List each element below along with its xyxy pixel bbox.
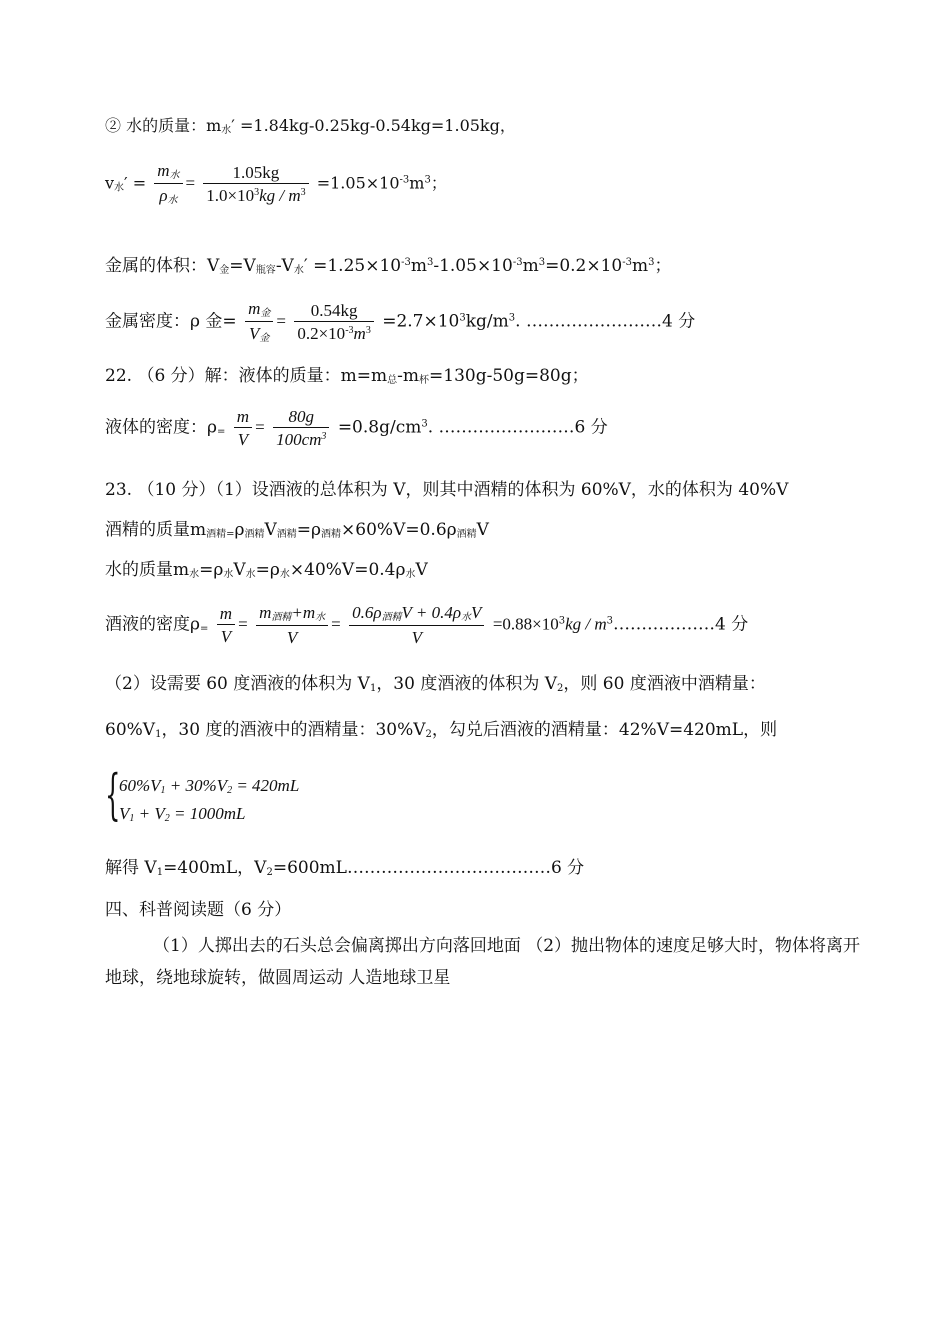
fraction-m-over-v: $\frac{m}{V}$ bbox=[234, 408, 252, 448]
fraction-m-over-v-metal: $\frac{m_金}{V_金}$ bbox=[245, 300, 273, 344]
q23-alcohol-mass-line: 酒精的质量$m_{酒精=}\rho_{酒精}V_{酒精}=\rho_{酒精}\times 60\%V=0.6\rho_{酒精}V$ bbox=[105, 520, 489, 540]
q22-mass-line: 22. （6 分）解：液体的质量：$m=m_总-m_杯=130g-50g=80g$； bbox=[105, 366, 589, 386]
q23-part2-line1: （2）设需要 60 度酒液的体积为 $V_1$，30 度酒液的体积为 $V_2$，则 60 度酒液中酒精量： bbox=[105, 674, 766, 694]
fraction-80g-over-100cm3: $\frac{80g}{100cm^3}$ bbox=[273, 408, 329, 448]
left-brace: { bbox=[105, 763, 121, 826]
fraction-mass-sum-over-v: $\frac{m_{酒精}+m_水}{V}$ bbox=[256, 604, 328, 646]
q22-density-line: 液体的密度：$\rho_=$ $\frac{m}{V}$ = $\frac{80g}{100cm^3}$ $=0.8g/cm^3$. ……………………6 分 bbox=[105, 407, 608, 449]
fraction-m-over-v-liquid: $\frac{m}{V}$ bbox=[217, 605, 235, 645]
water-volume-line: $v_水'$ = $\frac{m_水}{\rho_水}$ = $\frac{1.05kg}{1.0\times 10^3kg / m^3}$ $=1.05\times 10^{-3}m^3$； bbox=[105, 161, 447, 206]
system-equation-2: $V_1 + V_2 = 1000mL$ bbox=[119, 804, 246, 824]
fraction-mass-over-density: $\frac{1.05kg}{1.0\times 10^3kg / m^3}$ bbox=[203, 164, 308, 204]
q23-intro-line: 23. （10 分）（1）设酒液的总体积为 V，则其中酒精的体积为 60%V，水的体积为 40%V bbox=[105, 480, 789, 500]
fraction-054-over-02: $\frac{0.54kg}{0.2\times 10^{-3}m^3}$ bbox=[294, 302, 373, 342]
system-equation-1: $60\%V_1 + 30\%V_2 = 420mL$ bbox=[119, 776, 300, 796]
q23-part2-line2: $60\%V_1$，30 度的酒液中的酒精量：$30\%V_2$，勾兑后酒液的酒精量：42%V=420mL，则 bbox=[105, 720, 778, 740]
section4-title: 四、科普阅读题（6 分） bbox=[105, 900, 292, 920]
q23-solution-line: 解得 $V_1=400mL$，$V_2=600mL\dots\dots\dots\dots\dots\dots\dots\dots\dots\dots\dots\dots 6$ 分 bbox=[105, 858, 585, 878]
section4-answer-paragraph: （1）人掷出去的石头总会偏离掷出方向落回地面 （2）抛出物体的速度足够大时，物体将离开地球，绕地球旋转，做圆周运动 人造地球卫星 bbox=[105, 936, 861, 988]
metal-density-line: 金属密度：ρ 金= $\frac{m_金}{V_金}$ = $\frac{0.54kg}{0.2\times 10^{-3}m^3}$ $=2.7\times 10^3kg/m^3$. ……………………4 分 bbox=[105, 299, 696, 344]
metal-volume-line: 金属的体积：$V_金=V_{瓶容}-V_水' =1.25\times 10^{-3}m^3-1.05\times 10^{-3}m^3=0.2\times 10^{-3}m^3$； bbox=[105, 256, 672, 276]
fraction-m-over-rho: $\frac{m_水}{\rho_水}$ bbox=[154, 162, 182, 206]
water-mass-line: ② 水的质量：$m_水' =1.84kg-0.25kg-0.54kg=1.05kg$， bbox=[105, 116, 516, 136]
equation-system bbox=[105, 763, 365, 828]
q23-water-mass-line: 水的质量$m_水=\rho_水V_水=\rho_水\times 40\%V=0.4\rho_水V$ bbox=[105, 560, 428, 580]
q23-liquid-density-line: 酒液的密度$\rho_=$ $\frac{m}{V}$ = $\frac{m_{酒精}+m_水}{V}$ = $\frac{0.6\rho_{酒精}V + 0.4\rho_水V}{V}$ $=0.88\times 10^3kg$ / $m^3\dots\dots\dots\dots\dots\dots 4$ 分 bbox=[105, 603, 749, 647]
fraction-density-mix-over-v: $\frac{0.6\rho_{酒精}V + 0.4\rho_水V}{V}$ bbox=[349, 604, 484, 646]
